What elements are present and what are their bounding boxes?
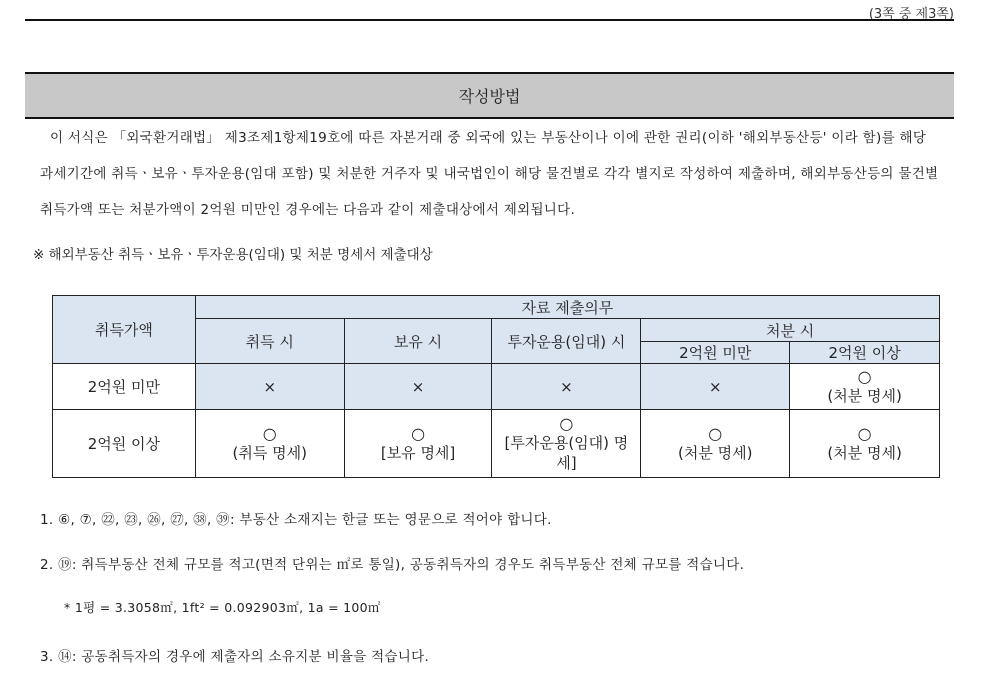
section-title: 작성방법	[458, 87, 521, 106]
dispose-detail: (처분 명세)	[827, 443, 902, 462]
cell-over-hold	[344, 410, 492, 478]
instruction-item-2: 2. ⑲: 취득부동산 전체 규모를 적고(면적 단위는 ㎡로 통일), 공동취득자의 경우도 취득부동산 전체 규모를 적습니다.	[40, 557, 745, 573]
instruction-item-3: 3. ⑭: 공동취득자의 경우에 제출자의 소유지분 비율을 적습니다.	[40, 649, 430, 665]
circle-mark: ○	[559, 413, 574, 433]
header-acquire: 취득 시	[195, 319, 344, 364]
row-label-over: 2억원 이상	[53, 410, 196, 478]
hold-detail: [보유 명세]	[380, 443, 456, 462]
page-number: (3쪽 중 제3쪽)	[868, 7, 954, 22]
intro-paragraph: 이 서식은 「외국환거래법」 제3조제1항제19호에 따른 자본거래 중 외국에 있는 부동산이나 이에 관한 권리(이하 '해외부동산등' 이라 함)를 해당 과세기간에 취득ㆍ보유ㆍ투자운용(임대 포함) 및 처분한 거주자 및 내국법인이 해당 물건별로 각각 별지로 작성하여 제출하며, 해외부동산등의 물건별 취득가액 또는 처분가액이 2억원 미만인 경우에는 다음과 같이 제출대상에서 제외됩니다.	[40, 130, 939, 218]
cell-under-hold: ×	[344, 364, 492, 410]
circle-mark: ○	[708, 423, 723, 443]
cell-over-dispose-over	[790, 410, 940, 478]
cell-over-invest	[492, 410, 641, 478]
header-acquisition-price: 취득가액	[53, 296, 196, 364]
row-label-under: 2억원 미만	[53, 364, 196, 410]
section-title-bar	[25, 72, 954, 119]
cell-under-acquire: ×	[195, 364, 344, 410]
dispose-detail: (처분 명세)	[827, 386, 902, 405]
circle-mark: ○	[262, 423, 277, 443]
cell-under-invest: ×	[492, 364, 641, 410]
circle-mark: ○	[857, 366, 872, 386]
header-hold: 보유 시	[344, 319, 492, 364]
header-dispose-over: 2억원 이상	[790, 342, 940, 364]
header-dispose-under: 2억원 미만	[641, 342, 790, 364]
circle-mark: ○	[857, 423, 872, 443]
header-duty: 자료 제출의무	[195, 296, 939, 319]
cell-under-dispose-under: ×	[641, 364, 790, 410]
cell-under-dispose-over	[790, 364, 940, 410]
instruction-item-1: 1. ⑥, ⑦, ㉒, ㉓, ㉖, ㉗, ㊳, ㊴: 부동산 소재지는 한글 또는 영문으로 적어야 합니다.	[40, 512, 552, 528]
cell-over-dispose-under	[641, 410, 790, 478]
dispose-detail: (처분 명세)	[678, 443, 753, 462]
cell-over-acquire	[195, 410, 344, 478]
circle-mark: ○	[411, 423, 426, 443]
top-divider	[25, 19, 954, 21]
note-line: ※ 해외부동산 취득ㆍ보유ㆍ투자운용(임대) 및 처분 명세서 제출대상	[33, 247, 433, 263]
header-dispose: 처분 시	[641, 319, 940, 342]
acquire-detail: (취득 명세)	[232, 443, 307, 462]
submission-table	[52, 295, 940, 478]
header-invest: 투자운용(임대) 시	[492, 319, 641, 364]
invest-detail: [투자운용(임대) 명세]	[504, 433, 629, 472]
unit-conversion-note: * 1평 = 3.3058㎡, 1ft² = 0.092903㎡, 1a = 100㎡	[64, 600, 381, 615]
